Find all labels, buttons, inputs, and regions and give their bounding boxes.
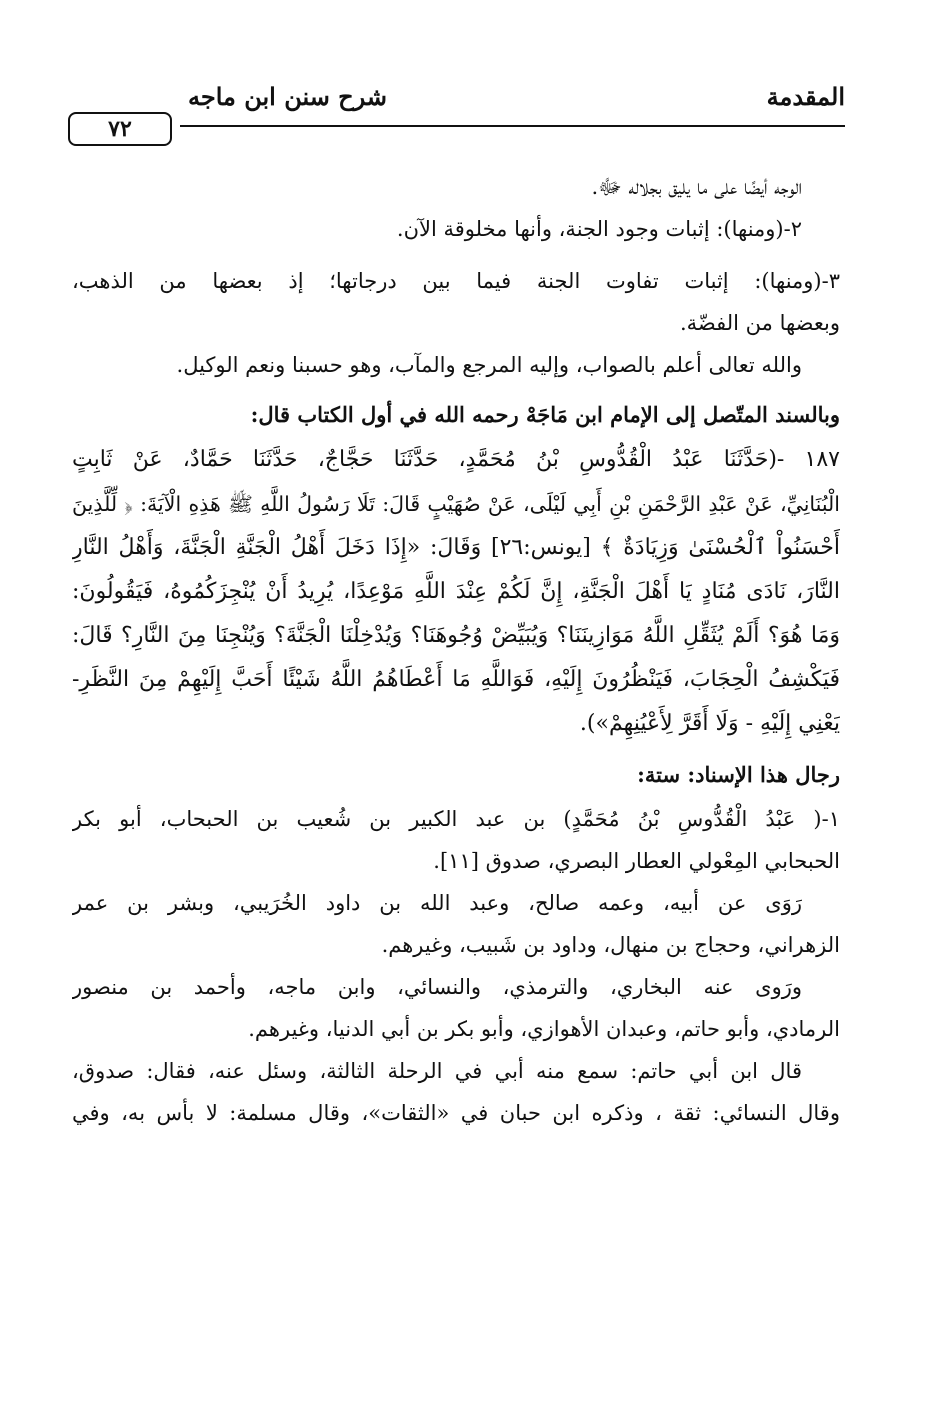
main-text <box>72 166 840 1134</box>
book-title: شرح سنن ابن ماجه <box>188 82 388 111</box>
narrator-line: الحبحابي المِعْولي العطار البصري، صدوق [١١]. <box>433 849 840 873</box>
narrator-text <box>72 798 840 1134</box>
paragraph-line: والله تعالى أعلم بالصواب، وإليه المرجع والمآب، وهو حسبنا ونعم الوكيل. <box>176 353 802 377</box>
hadith-line: وَمَا هُوَ؟ أَلَمْ يُثَقِّلِ اللَّهُ مَوَازِينَنَا؟ وَيُبَيِّضْ وُجُوهَنَا؟ وَيُدْخِلْنَا الْجَنَّةَ؟ وَيُنْجِنَا مِنَ النَّارِ؟ قَالَ: <box>72 623 840 648</box>
narrator-line: رَوَى عن أبيه، وعمه صالح، وعبد الله بن داود الخُرَيبي، وبشر بن عمر <box>72 891 802 915</box>
paragraph-line: وبعضها من الفضّة. <box>680 311 840 335</box>
hadith-line: ١٨٧ -(حَدَّثَنَا عَبْدُ الْقُدُّوسِ بْنُ مُحَمَّدٍ، حَدَّثَنَا حَجَّاجٌ، حَدَّثَنَا حَمَّادٌ، عَنْ ثَابِتٍ <box>72 447 840 472</box>
narrator-line: قال ابن أبي حاتم: سمع منه أبي في الرحلة الثالثة، وسئل عنه، فقال: صدوق، <box>72 1059 802 1083</box>
section-title: المقدمة <box>766 82 845 111</box>
hadith-line: النَّارَ، نَادَى مُنَادٍ يَا أَهْلَ الْجَنَّةِ، إِنَّ لَكُمْ عِنْدَ اللَّهِ مَوْعِدًا، يُرِيدُ أَنْ يُنْجِزَكُمُوهُ، فَيَقُولُونَ: <box>72 579 840 604</box>
narrator-line: ورَوى عنه البخاري، والترمذي، والنسائي، وابن ماجه، وأحمد بن منصور <box>72 975 802 999</box>
narrators-heading: رجال هذا الإسناد: ستة: <box>637 762 840 787</box>
paragraph-line: الوجه أيضًا على ما يليق بجلاله ﷻ. <box>591 175 802 199</box>
hadith-line: الْبُنَانِيِّ، عَنْ عَبْدِ الرَّحْمَنِ بْنِ أَبِي لَيْلَى، عَنْ صُهَيْبٍ قَالَ: تَلَا رَسُولُ اللَّهِ ﷺ هَذِهِ الْآيَةَ: ﴿ لِّلَّذِينَ <box>72 492 840 516</box>
paragraph-line: ٢-(ومنها): إثبات وجود الجنة، وأنها مخلوقة الآن. <box>396 217 802 241</box>
narrator-line: الزهراني، وحجاج بن منهال، وداود بن شَبيب، وغيرهم. <box>381 933 840 957</box>
hadith-line: فَيَكْشِفُ الْحِجَابَ، فَيَنْظُرُونَ إِلَيْهِ، فَوَاللَّهِ مَا أَعْطَاهُمُ اللَّهُ شَيْئًا أَحَبَّ إِلَيْهِمْ مِنَ النَّظَرِ- <box>72 667 840 692</box>
paragraph-line: ٣-(ومنها): إثبات تفاوت الجنة فيما بين درجاتها؛ إذ بعضها من الذهب، <box>72 269 840 293</box>
narrator-line: ١-( عَبْدُ الْقُدُّوسِ بْنُ مُحَمَّدٍ) بن عبد الكبير بن شُعيب بن الحبحاب، أبو بكر <box>72 807 840 831</box>
hadith-line: أَحْسَنُواْ ٱلْحُسْنَىٰ وَزِيَادَةٌ ﴾ [يونس:٢٦] وَقَالَ: «إِذَا دَخَلَ أَهْلُ الْجَنَّةِ الْجَنَّةَ، وَأَهْلُ النَّارِ <box>72 535 840 560</box>
narrator-line: الرمادي، وأبو حاتم، وعبدان الأهوازي، وأبو بكر بن أبي الدنيا، وغيرهم. <box>248 1017 840 1041</box>
narrator-line: وقال النسائي: ثقة ، وذكره ابن حبان في «الثقات»، وقال مسلمة: لا بأس به، وفي <box>72 1101 840 1125</box>
hadith-line: يَعْنِي إِلَيْهِ - وَلَا أَقَرَّ لِأَعْيُنِهِمْ»). <box>579 711 840 736</box>
header-rule <box>180 125 845 127</box>
running-header <box>68 78 845 150</box>
page-number: ٧٢ <box>68 112 172 146</box>
isnad-heading: وبالسند المتّصل إلى الإمام ابن مَاجَهْ رحمه الله في أول الكتاب قال: <box>250 402 840 427</box>
